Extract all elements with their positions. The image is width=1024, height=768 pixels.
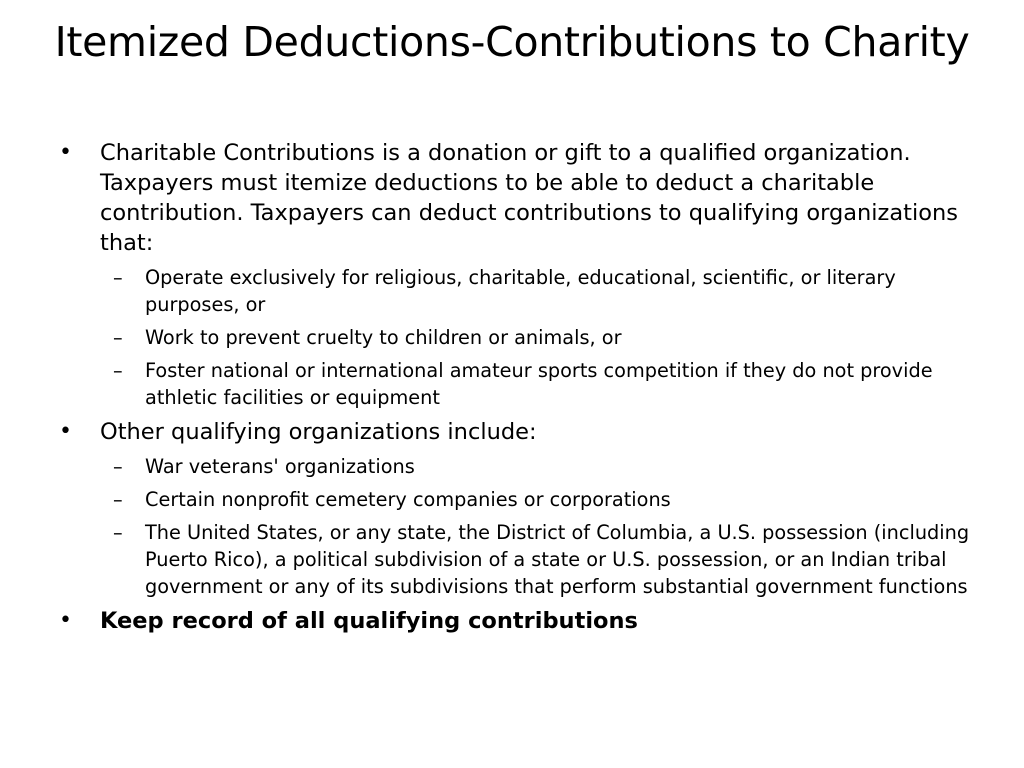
dash-icon: –	[113, 326, 123, 349]
bullet-text: Keep record of all qualifying contributions	[100, 608, 638, 634]
dash-icon: –	[113, 521, 123, 544]
sub-item-religious-purposes	[52, 264, 972, 318]
sub-list-other-organizations	[52, 453, 972, 600]
bullet-icon: •	[59, 608, 72, 633]
bullet-text: Other qualifying organizations include:	[100, 419, 537, 445]
sub-item-text: Work to prevent cruelty to children or animals, or	[145, 326, 622, 349]
sub-list-qualifying-purposes	[52, 264, 972, 411]
sub-item-cemetery-companies	[52, 486, 972, 513]
dash-icon: –	[113, 488, 123, 511]
bullet-text: Charitable Contributions is a donation or gift to a qualified organization. Taxpayers must itemize deductions to be able to deduct a charitable contribution. Taxpayers can deduct contributions to qualifying organizations that:	[100, 140, 958, 256]
sub-item-government-entities	[52, 519, 972, 600]
sub-item-text: Foster national or international amateur sports competition if they do not provide athletic facilities or equipment	[145, 359, 933, 409]
bullet-item-charitable-contributions	[52, 138, 972, 258]
sub-item-war-veterans	[52, 453, 972, 480]
bullet-item-keep-records	[52, 606, 972, 636]
sub-item-text: The United States, or any state, the District of Columbia, a U.S. possession (including Puerto Rico), a political subdivision of a state or U.S. possession, or an Indian tribal government or any of its subdivisions that perform substantial government functions	[145, 521, 970, 598]
slide-body	[52, 138, 972, 642]
sub-item-amateur-sports	[52, 357, 972, 411]
bullet-icon: •	[59, 419, 72, 444]
dash-icon: –	[113, 455, 123, 478]
dash-icon: –	[113, 266, 123, 289]
slide-title: Itemized Deductions-Contributions to Charity	[54, 18, 970, 66]
sub-item-text: War veterans' organizations	[145, 455, 415, 478]
dash-icon: –	[113, 359, 123, 382]
sub-item-text: Certain nonprofit cemetery companies or corporations	[145, 488, 671, 511]
sub-item-prevent-cruelty	[52, 324, 972, 351]
bullet-item-other-organizations	[52, 417, 972, 447]
bullet-icon: •	[59, 140, 72, 165]
sub-item-text: Operate exclusively for religious, charitable, educational, scientific, or literary purposes, or	[145, 266, 896, 316]
